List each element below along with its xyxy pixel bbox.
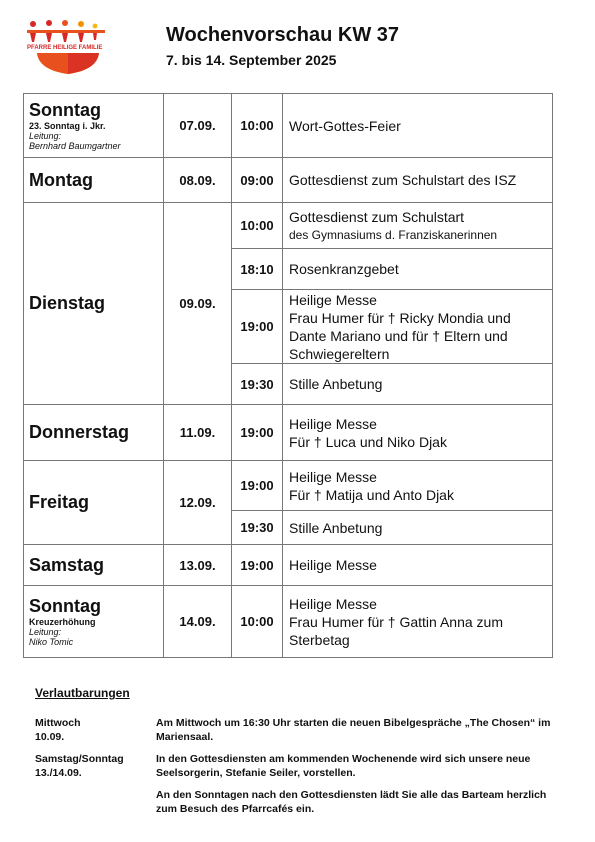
day-name: Donnerstag (29, 422, 130, 442)
day-cell (24, 586, 164, 658)
event-text: Heilige Messe (289, 468, 377, 485)
date-cell: 07.09. (164, 94, 232, 158)
svg-text:PFARRE HEILIGE FAMILIE: PFARRE HEILIGE FAMILIE (27, 45, 103, 51)
date-cell: 11.09. (164, 405, 232, 461)
event-text: Gottesdienst zum Schulstart des ISZ (289, 172, 517, 188)
day-name: Sonntag (29, 100, 101, 120)
event-text: Heilige Messe (289, 557, 377, 573)
parish-logo (25, 20, 111, 76)
announcements-title: Verlautbarungen (35, 686, 130, 700)
event-text: Stille Anbetung (289, 519, 383, 536)
event-cell (283, 364, 553, 405)
time-cell: 19:00 (232, 461, 283, 511)
time-cell: 19:30 (232, 511, 283, 545)
event-cell (283, 249, 553, 290)
schedule-row (24, 586, 553, 658)
day-cell (24, 461, 164, 545)
announcement-date: 13./14.09. (35, 767, 82, 779)
time-cell: 10:00 (232, 94, 283, 158)
schedule-row (24, 158, 553, 203)
event-text: Heilige Messe (289, 291, 377, 308)
time-cell: 19:00 (232, 405, 283, 461)
day-name: Montag (29, 169, 93, 190)
event-text: Frau Humer für † Ricky Mondia und (289, 309, 511, 326)
announcements (35, 686, 555, 824)
schedule-table (23, 93, 553, 658)
page-title: Wochenvorschau KW 37 (166, 24, 400, 46)
date-cell: 13.09. (164, 545, 232, 586)
day-cell (24, 158, 164, 203)
event-cell (283, 511, 553, 545)
announcement-text: In den Gottesdiensten am kommenden Wochenende wird sich unsere neue Seelsorgerin, Stefanie Seiler, vorstellen. (156, 753, 531, 779)
day-cell (24, 545, 164, 586)
announcement-when (35, 788, 156, 816)
announcement-text: Am Mittwoch um 16:30 Uhr starten die neuen Bibelgespräche „The Chosen“ im Mariensaal. (156, 717, 551, 743)
announcement-when (35, 752, 156, 780)
day-occasion: Kreuzerhöhung (29, 617, 96, 627)
leader-name: Niko Tomic (29, 637, 74, 647)
announcement-when (35, 716, 156, 744)
time-cell: 19:00 (232, 290, 283, 364)
event-detail: des Gymnasiums d. Franziskanerinnen (289, 227, 498, 242)
people-icon (27, 20, 105, 42)
event-cell (283, 94, 553, 158)
day-name: Freitag (29, 492, 90, 512)
event-cell (283, 461, 553, 511)
announcement-day: Samstag/Sonntag (35, 753, 124, 765)
announcement-text: An den Sonntagen nach den Gottesdiensten lädt Sie alle das Barteam herzlich zum Besuch des Pfarrcafés ein. (156, 789, 547, 815)
event-text: Wort-Gottes-Feier (289, 117, 401, 134)
time-cell: 19:30 (232, 364, 283, 405)
time-cell: 19:00 (232, 545, 283, 586)
announcement-item (35, 752, 555, 780)
event-text: Für † Luca und Niko Djak (289, 433, 447, 450)
announcement-date: 10.09. (35, 731, 65, 743)
schedule-row (24, 203, 553, 249)
time-cell: 10:00 (232, 586, 283, 658)
day-name: Sonntag (29, 596, 101, 616)
announcement-item (35, 716, 555, 744)
event-cell (283, 586, 553, 658)
event-cell (283, 290, 553, 364)
event-cell (283, 405, 553, 461)
event-text: Dante Mariano und für † Eltern und (289, 327, 508, 344)
event-text: Sterbetag (289, 631, 350, 648)
day-name: Samstag (29, 554, 105, 575)
date-cell: 08.09. (164, 158, 232, 203)
event-text: Schwiegereltern (289, 345, 390, 362)
event-text: Heilige Messe (289, 415, 377, 432)
announcement-day: Mittwoch (35, 717, 81, 729)
schedule-row (24, 545, 553, 586)
time-cell: 09:00 (232, 158, 283, 203)
date-cell: 12.09. (164, 461, 232, 545)
day-name: Dienstag (29, 293, 106, 313)
schedule-row (24, 461, 553, 511)
page-subtitle: 7. bis 14. September 2025 (166, 52, 337, 68)
leader-label: Leitung: (29, 131, 62, 141)
time-cell: 10:00 (232, 203, 283, 249)
event-text: Gottesdienst zum Schulstart (289, 208, 465, 225)
event-text: Rosenkranzgebet (289, 261, 399, 277)
day-cell (24, 203, 164, 405)
event-cell (283, 203, 553, 249)
event-text: Stille Anbetung (289, 376, 383, 392)
day-occasion: 23. Sonntag i. Jkr. (29, 121, 106, 131)
event-text: Für † Matija und Anto Djak (289, 486, 454, 503)
day-cell (24, 94, 164, 158)
schedule-row (24, 94, 553, 158)
date-cell: 09.09. (164, 203, 232, 405)
leader-name: Bernhard Baumgartner (29, 141, 121, 151)
day-cell (24, 405, 164, 461)
event-cell (283, 158, 553, 203)
date-cell: 14.09. (164, 586, 232, 658)
event-cell (283, 545, 553, 586)
schedule-row (24, 405, 553, 461)
announcement-item (35, 788, 555, 816)
event-text: Frau Humer für † Gattin Anna zum (289, 613, 503, 630)
time-cell: 18:10 (232, 249, 283, 290)
event-text: Heilige Messe (289, 595, 377, 612)
leader-label: Leitung: (29, 627, 62, 637)
